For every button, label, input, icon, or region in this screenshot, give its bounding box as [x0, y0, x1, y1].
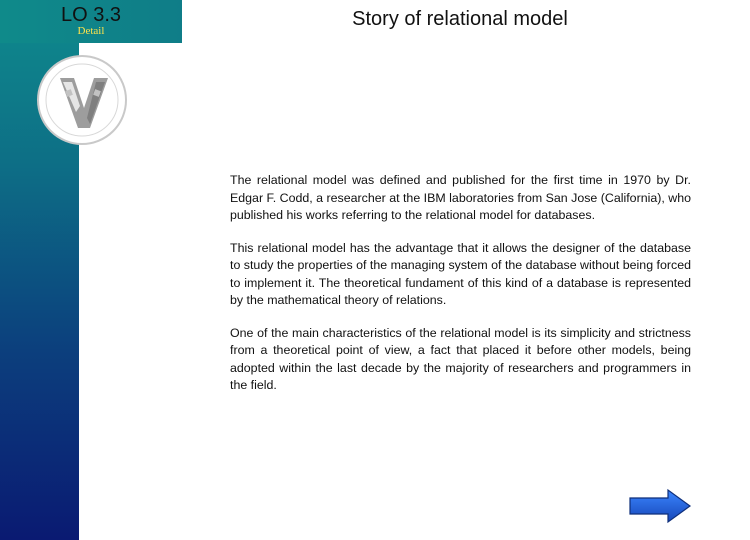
page-title: Story of relational model [352, 8, 568, 30]
body-text [230, 172, 691, 410]
paragraph-2: This relational model has the advantage that it allows the designer of the database to study the properties of the managing system of the database without being forced to implement it. The theoretical fundament of this kind of a database is represented by the mathematical theory of relations. [230, 240, 691, 307]
lo-sub-label: Detail [77, 25, 105, 37]
header-bar [0, 0, 182, 43]
paragraph-3: One of the main characteristics of the relational model is its simplicity and strictness from a theoretical point of view, a fact that placed it before other models, being adopted within the last decade by the majority of researchers and programmers in the field. [230, 325, 691, 392]
lo-label: LO 3.3 [60, 4, 122, 26]
paragraph-1: The relational model was defined and published for the first time in 1970 by Dr. Edgar F. Codd, a researcher at the IBM laboratories from San Jose (California), who published his works referring to the relational model for databases. [230, 173, 691, 222]
right-arrow-icon [628, 488, 692, 524]
university-logo-icon [32, 50, 132, 150]
next-button[interactable] [628, 488, 692, 524]
